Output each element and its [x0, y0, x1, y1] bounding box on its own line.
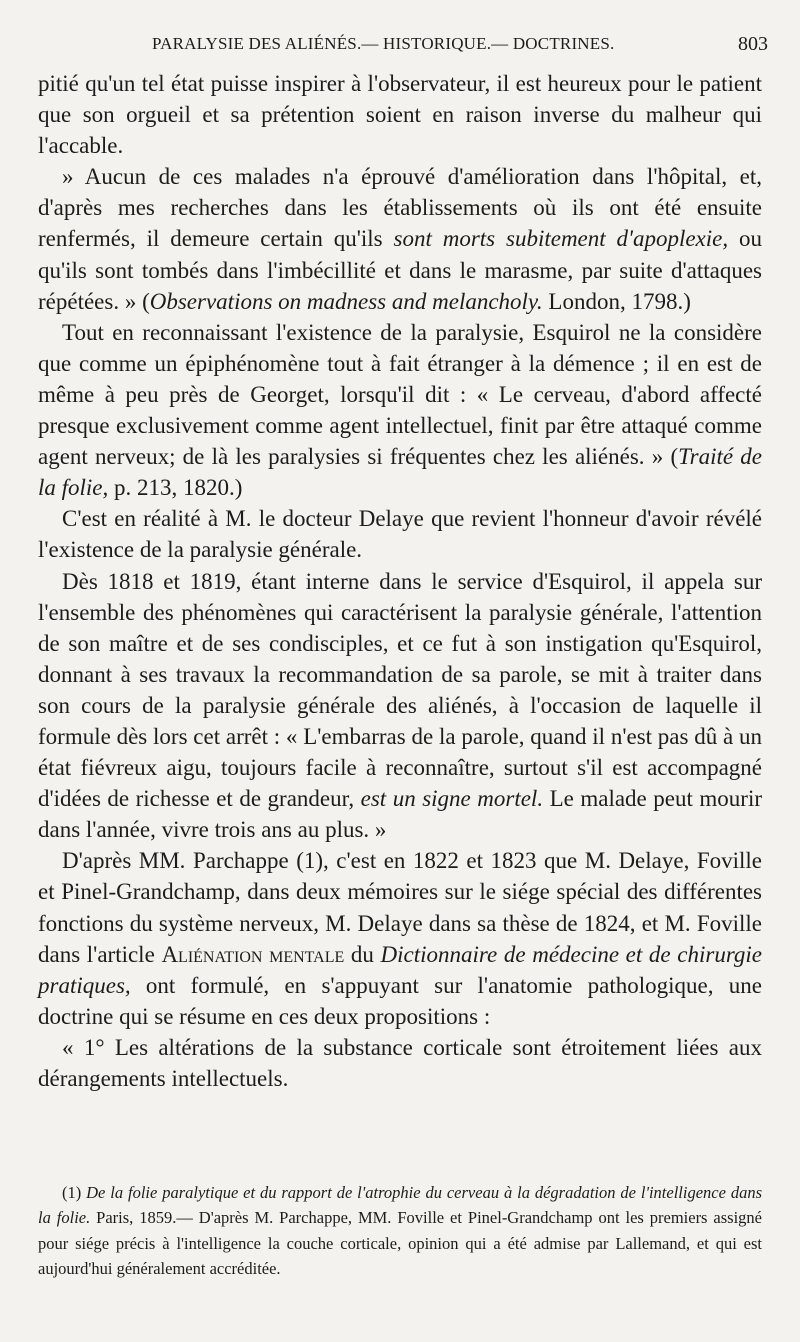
footnote	[38, 1180, 762, 1282]
paragraph-6-text-c: ont formulé, en s'appuyant sur l'anatomie pathologique, une doctrine qui se résume en ces deux propositions :	[38, 972, 762, 1029]
paragraph-3-emphasis: Traité de la folie,	[38, 444, 762, 501]
paragraph-4-text: C'est en réalité à M. le docteur Delaye que revient l'honneur d'avoir révélé l'existence de la paralysie générale.	[38, 506, 762, 563]
page-header	[0, 34, 800, 58]
paragraph-6	[38, 845, 762, 1032]
paragraph-5-text-a: Dès 1818 et 1819, étant interne dans le service d'Esquirol, il appela sur l'ensemble des phénomènes qui caractérisent la paralysie générale, l'attention de son maître et de ses condisciples, et ce fut à son instigation qu'Esquirol, donnant à ses travaux la recommandation de sa parole, se mit à traiter dans son cours de la paralysie générale des aliénés, à l'occasion de laquelle il formule dès lors cet arrêt : « L'embarras de la parole, quand il n'est pas dû à un état fiévreux aigu, toujours facile à reconnaître, surtout s'il est accompagné d'idées de richesse et de grandeur,	[38, 568, 762, 812]
paragraph-6-smallcaps: Aliénation mentale	[161, 941, 345, 967]
paragraph-6-text-a: D'après MM. Parchappe (1), c'est en 1822 et 1823 que M. Delaye, Foville et Pinel-Grandchamp, dans deux mémoires sur le siége spécial des différentes fonctions du système nerveux, M. Delaye dans sa thèse de 1824, et M. Foville dans l'article	[38, 848, 762, 967]
paragraph-1-text: pitié qu'un tel état puisse inspirer à l'observateur, il est heureux pour le patient que son orgueil et sa prétention soient en raison inverse du malheur qui l'accable.	[38, 71, 762, 159]
footnote-paragraph	[38, 1180, 762, 1282]
paragraph-6-emphasis: Dictionnaire de médecine et de chirurgie pratiques,	[38, 941, 763, 998]
paragraph-7-text: « 1° Les altérations de la substance corticale sont étroitement liées aux dérangements intellectuels.	[38, 1034, 762, 1091]
footnote-divider	[30, 1170, 770, 1171]
paragraph-3	[38, 317, 762, 504]
paragraph-2-text-b: ou qu'ils sont tombés dans l'imbécillité et dans le marasme, par suite d'attaques répétées. » (	[38, 226, 763, 314]
running-head: PARALYSIE DES ALIÉNÉS.— HISTORIQUE.— DOCTRINES.	[152, 34, 615, 53]
footnote-marker: (1)	[62, 1183, 87, 1202]
paragraph-2	[38, 161, 762, 316]
paragraph-2-emphasis-2: Observations on madness and melancholy.	[149, 288, 543, 314]
paragraph-1	[38, 68, 762, 161]
paragraph-5-text-b: Le malade peut mourir dans l'année, vivre trois ans au plus. »	[38, 786, 762, 843]
paragraph-7	[38, 1032, 762, 1094]
paragraph-2-text-a: » Aucun de ces malades n'a éprouvé d'amélioration dans l'hôpital, et, d'après mes recherches dans les établissements où ils ont été ensuite renfermés, il demeure certain qu'ils	[38, 164, 762, 252]
page-number: 803	[738, 33, 768, 55]
paragraph-4	[38, 503, 762, 565]
paragraph-5	[38, 566, 762, 846]
footnote-text: Paris, 1859.— D'après M. Parchappe, MM. Foville et Pinel-Grandchamp ont les premiers assigné pour siége précis à l'intelligence la couche corticale, opinion qui a été admise par Lallemand, et qui est aujourd'hui généralement accréditée.	[38, 1208, 762, 1279]
footnote-emphasis: De la folie paralytique et du rapport de l'atrophie du cerveau à la dégradation de l'intelligence dans la folie.	[38, 1183, 762, 1228]
paragraph-5-emphasis: est un signe mortel.	[360, 786, 544, 812]
paragraph-6-text-b: du	[344, 941, 381, 967]
paragraph-3-text-b: p. 213, 1820.)	[108, 475, 243, 501]
paragraph-3-text-a: Tout en reconnaissant l'existence de la paralysie, Esquirol ne la considère que comme un épiphénomène tout à fait étranger à la démence ; il en est de même à peu près de Georget, lorsqu'il dit : « Le cerveau, d'abord affecté presque exclusivement comme agent intellectuel, finit par être attaqué comme agent nerveux; de là les paralysies si fréquentes chez les aliénés. » (	[38, 319, 762, 470]
body-text	[38, 68, 762, 1094]
paragraph-2-emphasis-1: sont morts subitement d'apoplexie,	[393, 226, 729, 252]
paragraph-2-text-c: London, 1798.)	[542, 288, 691, 314]
